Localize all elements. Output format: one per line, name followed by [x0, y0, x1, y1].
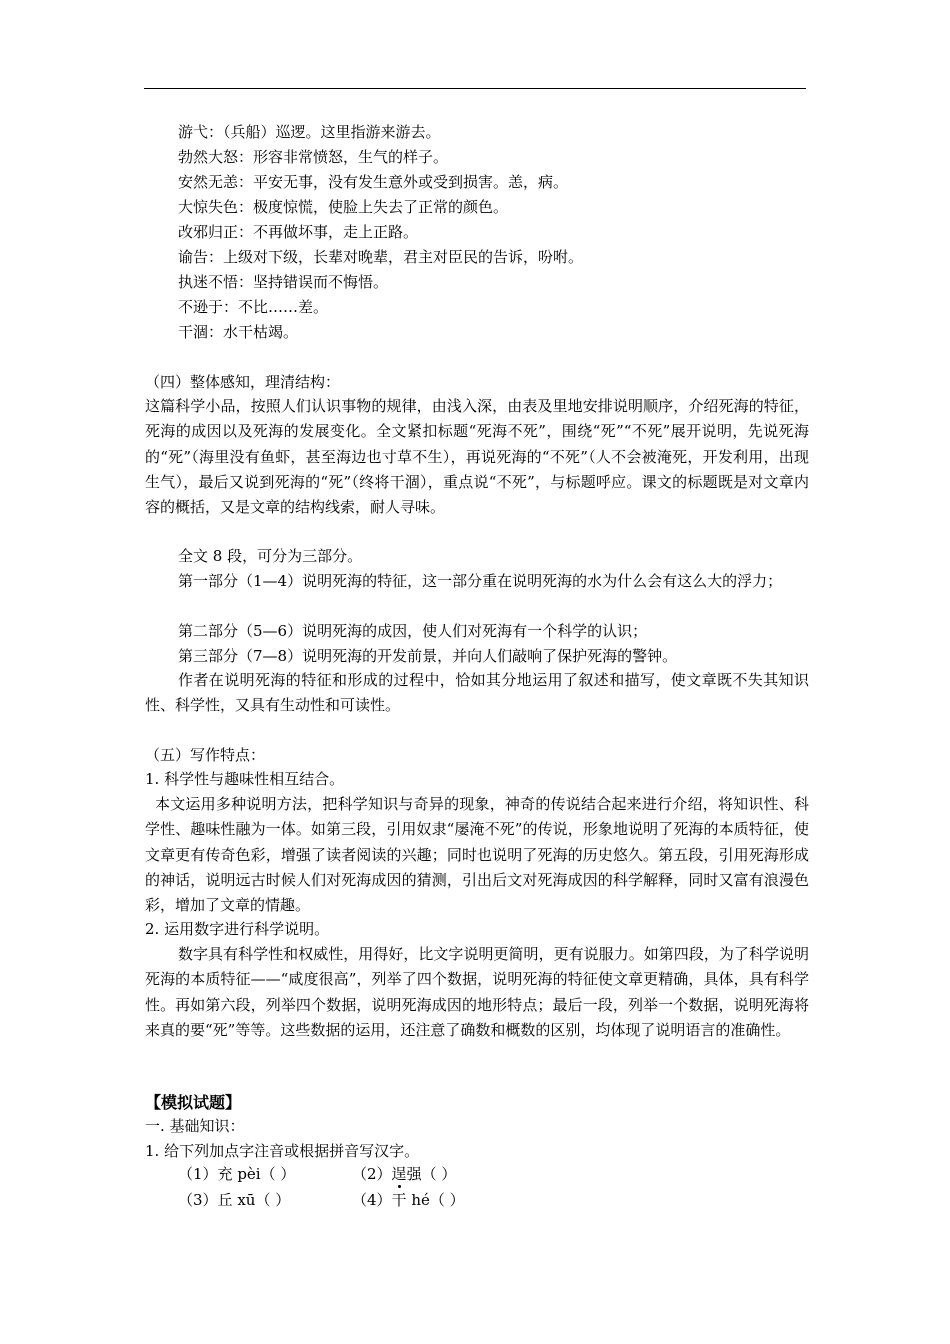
exam-item-number: （4）	[352, 1191, 392, 1209]
section4-paragraph-parts: 全文 8 段，可分为三部分。	[178, 547, 363, 565]
section5-point1: 1. 科学性与趣味性相互结合。	[145, 770, 345, 788]
section4-paragraph-part2: 第二部分（5—6）说明死海的成因，使人们对死海有一个科学的认识；	[178, 622, 648, 640]
section5-paragraph-point2: 数字具有科学性和权威性，用得好，比文字说明更简明，更有说服力。如第四段，为了科学说明死海的本质特征——“咸度很高”，列举了四个数据，说明死海的特征使文章更精确，具体，具有科学性。再如第六段，列举四个数据，说明死海成因的地形特点；最后一段，列举一个数据，说明死海将来真的要“死”等等。这些数据的运用，还注意了确数和概数的区别，均体现了说明语言的准确性。	[145, 945, 809, 1039]
exam-item-text: pèi（ ）	[237, 1165, 296, 1183]
exam-item-text: 强（ ）	[406, 1165, 457, 1183]
exam-item-number: （2）	[352, 1165, 392, 1183]
definition-buxunyu: 不逊于：不比……差。	[178, 298, 329, 316]
section4-paragraph-overview: 这篇科学小品，按照人们认识事物的规律，由浅入深，由表及里地安排说明顺序，介绍死海的特征，死海的成因以及死海的发展变化。全文紧扣标题“死海不死”，围绕“死”“不死”展开说明，先说死海的“死”（海里没有鱼虾，甚至海边也寸草不生），再说死海的“不死”（人不会被淹死，开发利用，出现生气），最后又说到死海的“死”（终将干涸），重点说“不死”，与标题呼应。课文的标题既是对文章内容的概括，又是文章的结构线索，耐人寻味。	[145, 397, 809, 517]
definition-yugao: 谕告：上级对下级，长辈对晚辈，君主对臣民的告诉，吩咐。	[178, 248, 584, 266]
exam-item-text: hé（ ）	[411, 1191, 465, 1209]
section4-paragraph-summary: 作者在说明死海的特征和形成的过程中，恰如其分地运用了叙述和描写，使文章既不失其知识性、科学性，又具有生动性和可读性。	[145, 671, 809, 715]
exam-item-dotted-char: 逞	[392, 1162, 407, 1186]
definition-boran-danu: 勃然大怒：形容非常愤怒，生气的样子。	[178, 148, 449, 166]
definition-gahe: 干涸：水干枯竭。	[178, 323, 299, 341]
exam-item-1	[178, 1162, 295, 1186]
exam-item-text: xū（ ）	[237, 1191, 291, 1209]
definition-dajing-shise: 大惊失色：极度惊慌，使脸上失去了正常的颜色。	[178, 198, 509, 216]
section5-point2: 2. 运用数字进行科学说明。	[145, 920, 330, 938]
exam-item-prefix: 干	[391, 1191, 412, 1209]
exam-item-prefix: 丘	[217, 1191, 238, 1209]
section4-paragraph-part1: 第一部分（1—4）说明死海的特征，这一部分重在说明死海的水为什么会有这么大的浮力；	[178, 572, 783, 590]
definition-anran-wuyang: 安然无恙：平安无事，没有发生意外或受到损害。恙，病。	[178, 173, 569, 191]
exam-question1: 1. 给下列加点字注音或根据拼音写汉字。	[145, 1142, 420, 1160]
exam-item-4	[352, 1188, 465, 1212]
exam-item-2	[352, 1162, 456, 1186]
definition-gaixie-guizheng: 改邪归正：不再做坏事，走上正路。	[178, 223, 419, 241]
section5-paragraph-point1: 本文运用多种说明方法，把科学知识与奇异的现象，神奇的传说结合起来进行介绍，将知识性、科学性、趣味性融为一体。如第三段，引用奴隶“屡淹不死”的传说，形象地说明了死海的本质特征，使文章更有传奇色彩，增强了读者阅读的兴趣；同时也说明了死海的历史悠久。第五段，引用死海形成的神话，说明远古时候人们对死海成因的猜测，引出后文对死海成因的科学解释，同时又富有浪漫色彩，增加了文章的情趣。	[145, 795, 809, 915]
section5-heading: （五）写作特点：	[145, 746, 266, 764]
exam-title: 【模拟试题】	[145, 1093, 242, 1112]
exam-item-number: （3）	[178, 1191, 218, 1209]
exam-item-number: （1）	[178, 1165, 218, 1183]
section4-paragraph-part3: 第三部分（7—8）说明死海的开发前景，并向人们敲响了保护死海的警钟。	[178, 647, 678, 665]
exam-item-prefix: 充	[217, 1165, 238, 1183]
exam-part1-heading: 一. 基础知识：	[145, 1117, 245, 1135]
definition-youyi: 游弋：（兵船）巡逻。这里指游来游去。	[178, 123, 441, 141]
section4-heading: （四）整体感知，理清结构：	[145, 373, 341, 391]
definition-zhimi-buwu: 执迷不悟：坚持错误而不悔悟。	[178, 273, 389, 291]
exam-item-3	[178, 1188, 290, 1212]
header-rule	[144, 88, 806, 89]
